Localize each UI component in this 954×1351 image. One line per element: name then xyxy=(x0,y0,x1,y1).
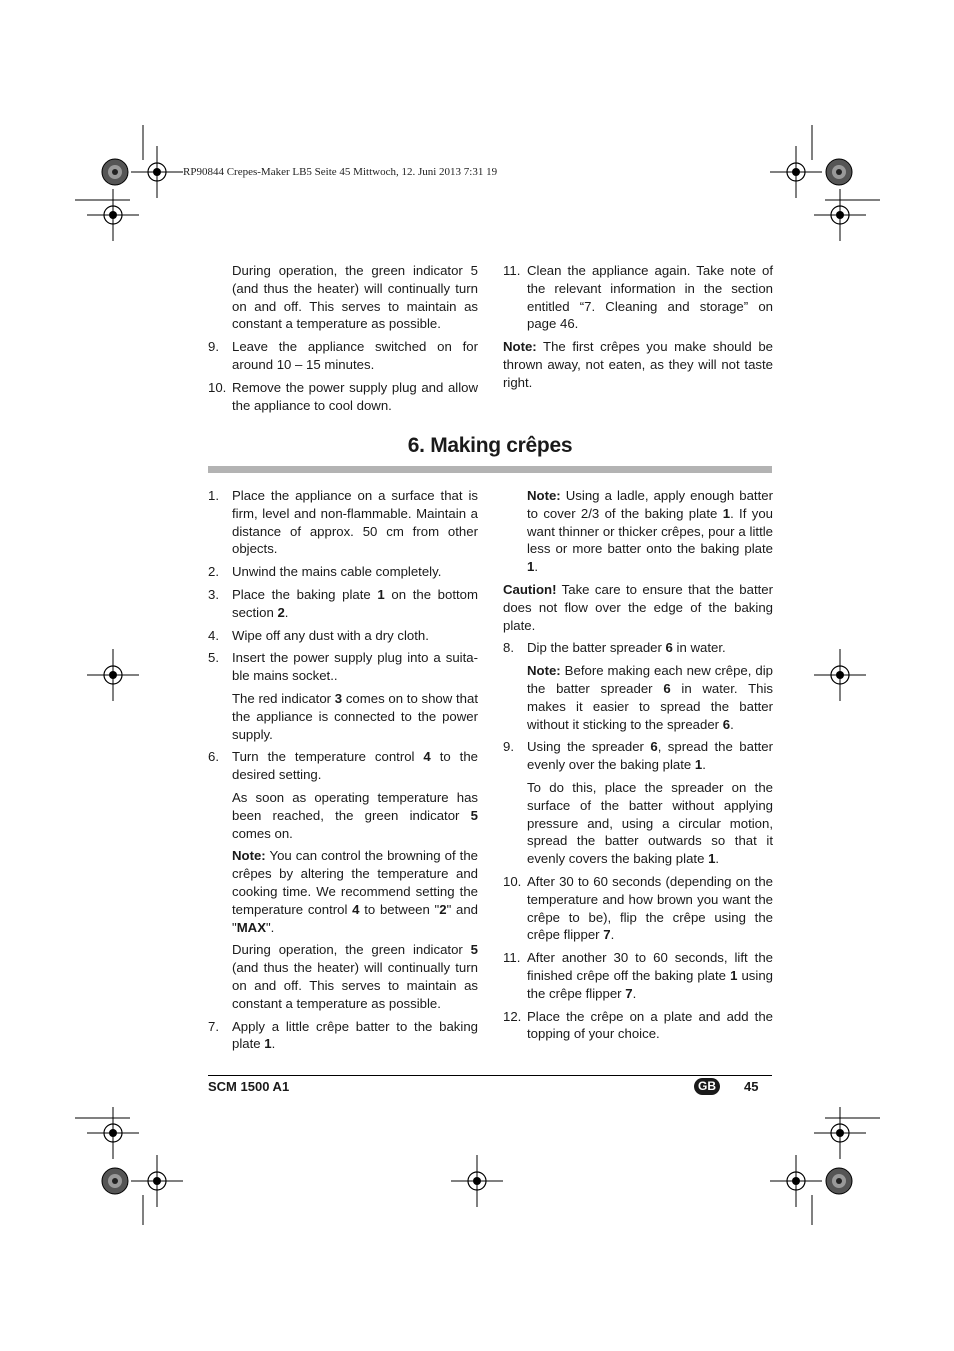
list-item: 10. Remove the power supply plug and allow the appliance to cool down. xyxy=(208,379,478,413)
list-item: 6. Turn the temperature control 4 to the desired setting. xyxy=(208,749,478,783)
list-item: 12. Place the crêpe on a plate and add the topping of your choice. xyxy=(503,1008,773,1042)
list-item: 2. Unwind the mains cable completely. xyxy=(208,564,442,580)
list-item: 9. Leave the appliance switched on for around 10 – 15 minutes. xyxy=(208,339,478,372)
list-item: 8. Dip the batter spreader 6 in water. xyxy=(503,640,726,656)
list-item: 10. After 30 to 60 seconds (depending on the temperature and how brown you want the crêpe to be), flip the crêpe using the crêpe flipper 7. xyxy=(503,873,773,943)
sub-paragraph: As soon as operating temperature has been reached, the green indicator 5 comes on. xyxy=(232,789,478,841)
caution-paragraph: Caution! Take care to ensure that the batter does not flow over the edge of the baking plate. xyxy=(503,581,773,633)
section-heading: 6. Making crêpes xyxy=(407,434,573,457)
sub-paragraph: The red indicator 3 comes on to show that the appliance is connected to the power supply. xyxy=(232,690,478,742)
note-paragraph: Note: You can control the browning of the crêpes by altering the temperature and cooking time. We recommend setting the temperature control 4 to between "2" and "MAX". xyxy=(232,848,478,935)
note-paragraph: Note: The first crêpes you make should be thrown away, not eaten, as they will not taste right. xyxy=(503,339,773,390)
main-right-column xyxy=(503,487,773,1048)
list-item: 9. Using the spreader 6, spread the batter evenly over the baking plate 1. xyxy=(503,739,773,773)
main-left-column xyxy=(208,487,478,1058)
list-item: 1. Place the appliance on a surface that is firm, level and non-flammable. Maintain a distance of approx. 50 cm from other objects. xyxy=(208,488,478,557)
note-paragraph: Note: Using a ladle, apply enough batter to cover 2/3 of the baking plate 1. If you want thinner or thicker crêpes, pour a little less or more batter onto the baking plate 1. xyxy=(527,488,773,575)
continuation-paragraph: During operation, the green indicator 5 (and thus the heater) will continually turn on and off. This serves to maintain as constant a temperature as possible. xyxy=(232,263,478,332)
sub-paragraph: During operation, the green indicator 5 (and thus the heater) will continually turn on and off. This serves to maintain as constant a temperature as possible. xyxy=(232,942,478,1011)
top-right-column xyxy=(503,262,773,397)
list-item: 4. Wipe off any dust with a dry cloth. xyxy=(208,627,429,643)
heading-rule xyxy=(208,466,772,473)
print-slug: RP90844 Crepes-Maker LB5 Seite 45 Mittwoch, 12. Juni 2013 7:31 19 xyxy=(183,166,498,178)
list-item: 3. Place the baking plate 1 on the bottom section 2. xyxy=(208,586,479,620)
language-badge: GB xyxy=(694,1078,720,1095)
list-item: 11. After another 30 to 60 seconds, lift the finished crêpe off the baking plate 1 using the crêpe flipper 7. xyxy=(503,950,773,1001)
footer-model: SCM 1500 A1 xyxy=(208,1079,290,1094)
page-number: 45 xyxy=(744,1079,759,1094)
list-item: 5. Insert the power supply plug into a suita-ble mains socket.. xyxy=(208,650,478,684)
sub-paragraph: To do this, place the spreader on the surface of the batter without applying pressure and, using a circular motion, spread the batter outwards so that it evenly covers the baking plate 1. xyxy=(527,779,773,867)
footer-rule xyxy=(208,1075,772,1076)
top-left-column xyxy=(208,262,478,419)
list-item: 7. Apply a little crêpe batter to the baking plate 1. xyxy=(208,1018,478,1052)
note-paragraph: Note: Before making each new crêpe, dip the batter spreader 6 in water. This makes it easier to spread the batter without it sticking to the spreader 6. xyxy=(527,663,773,732)
list-item: 11. Clean the appliance again. Take note of the relevant information in the section entitled “7. Cleaning and storage” on page 46. xyxy=(503,263,773,332)
